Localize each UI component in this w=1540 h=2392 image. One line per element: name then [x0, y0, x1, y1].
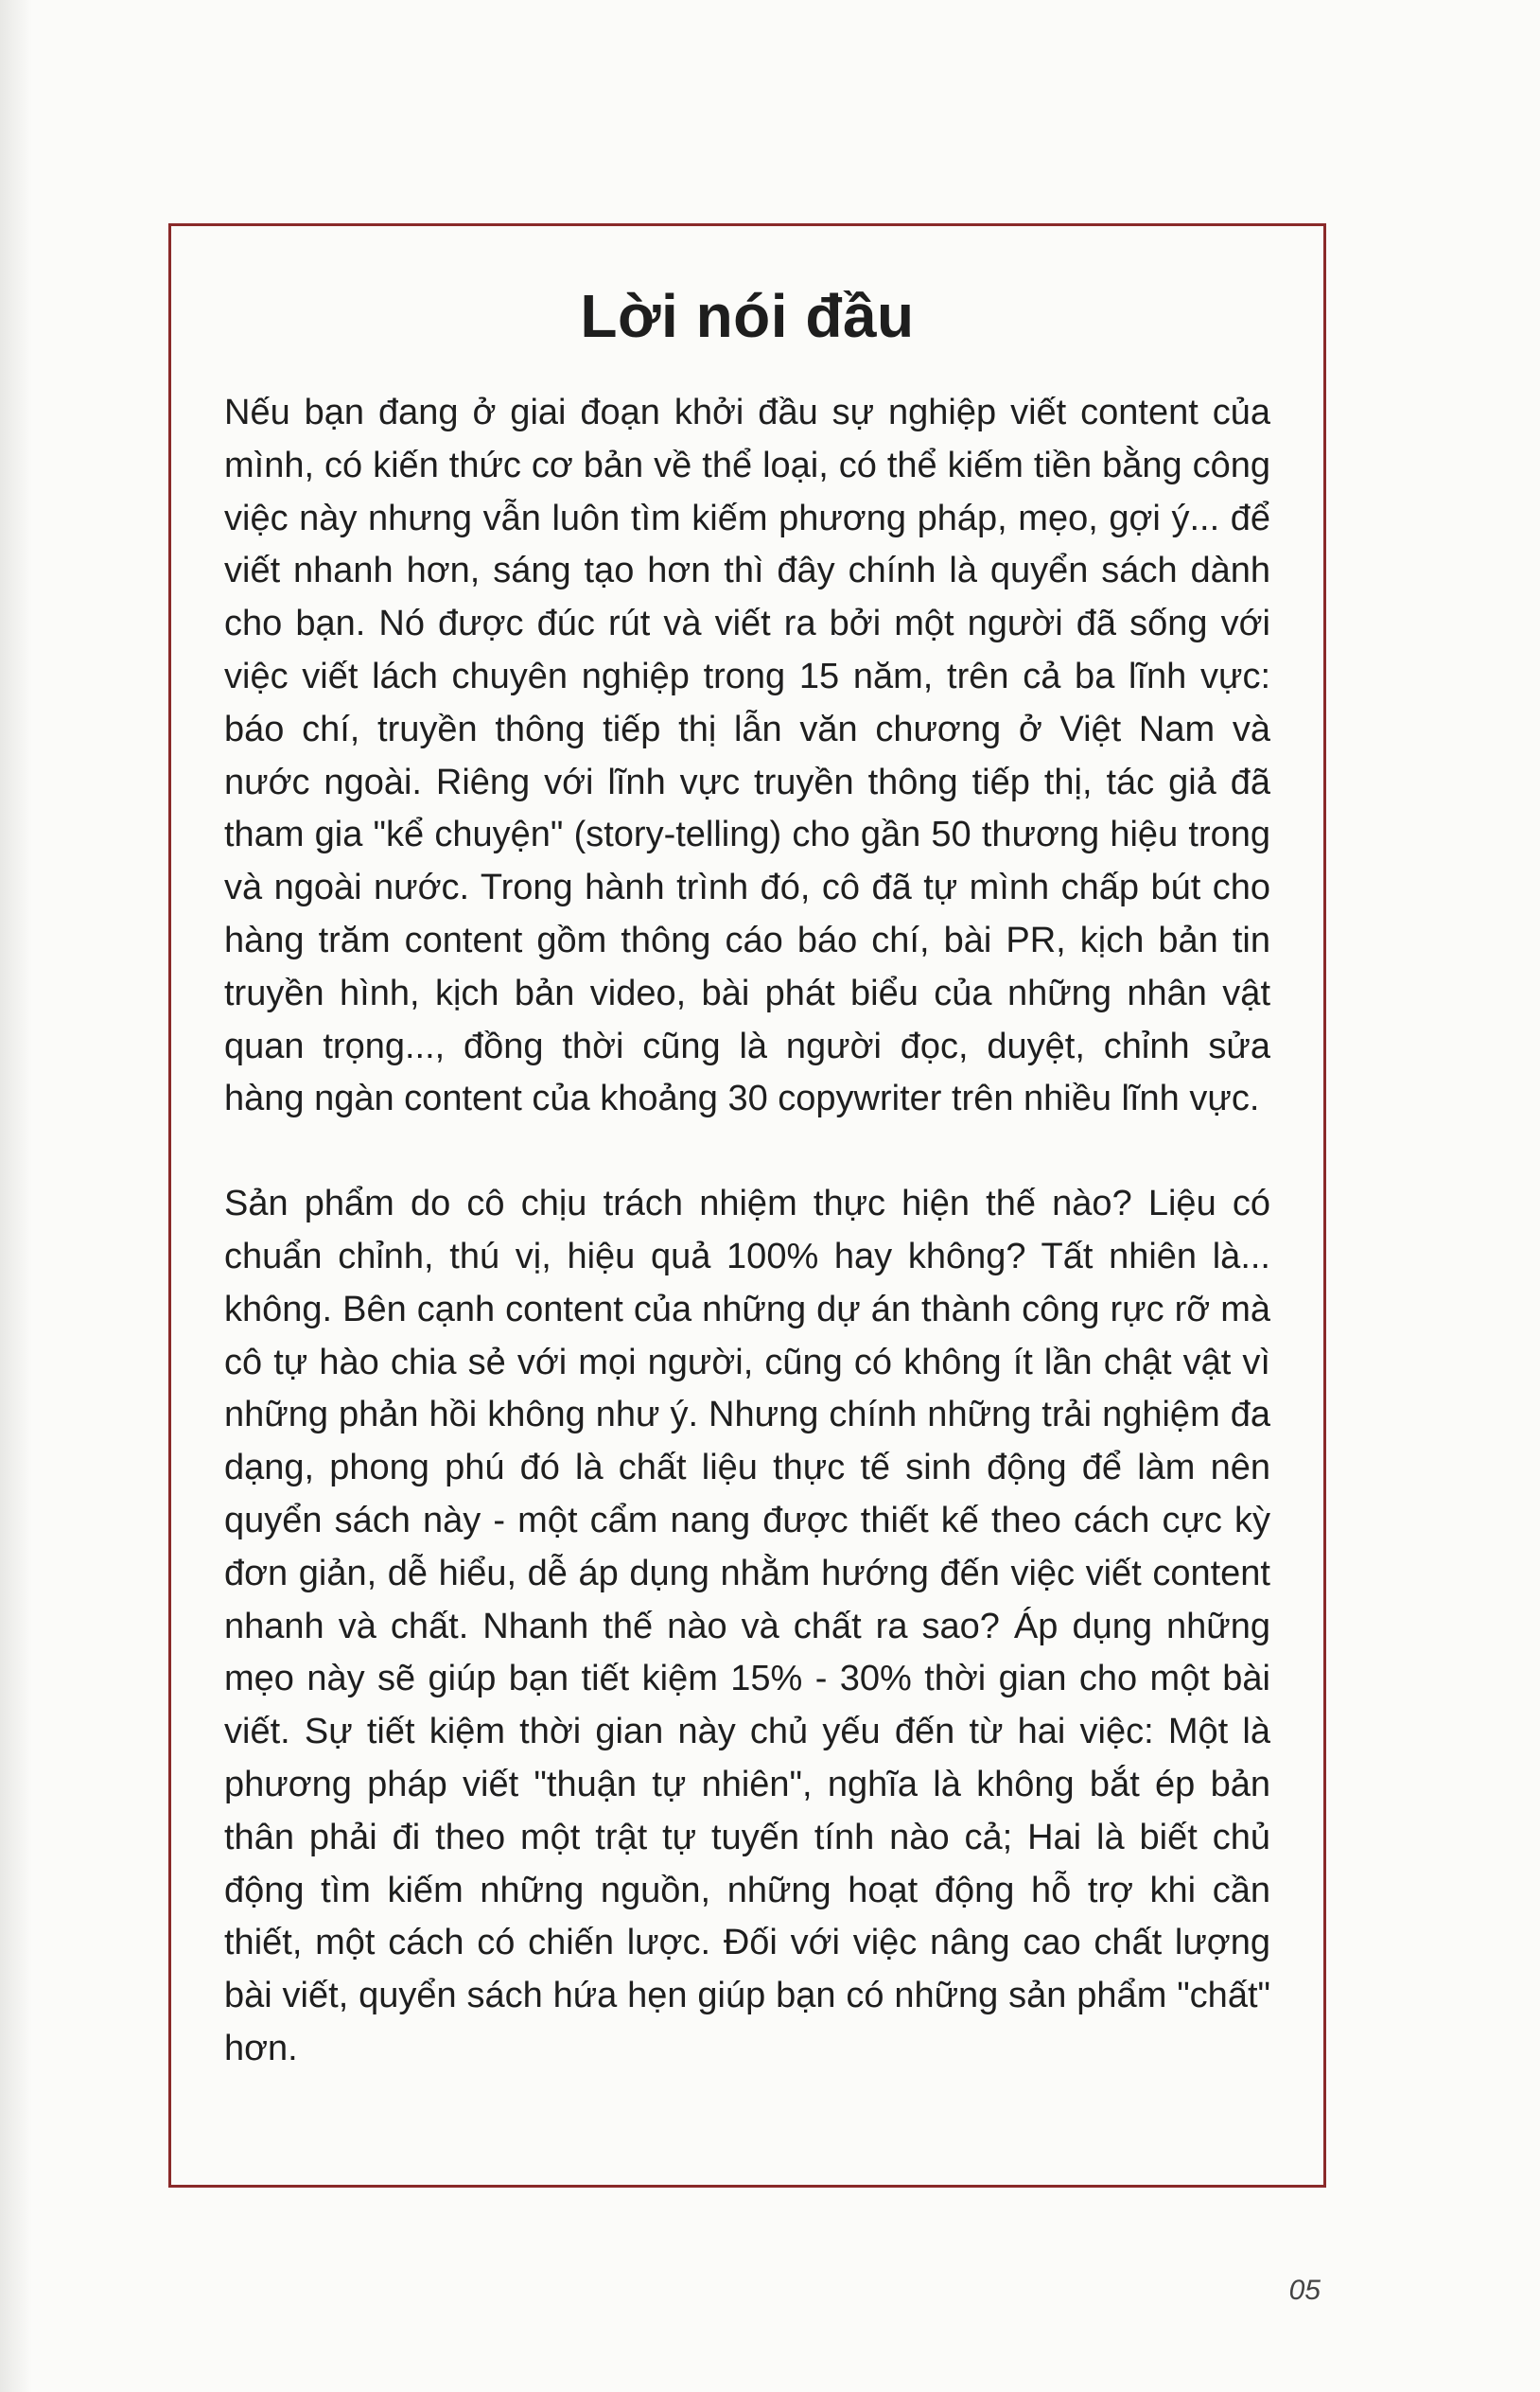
- preface-body: [224, 387, 1270, 2076]
- preface-paragraph-1: Nếu bạn đang ở giai đoạn khởi đầu sự nghiệp viết content của mình, có kiến thức cơ bản về thể loại, có thể kiếm tiền bằng công việc này nhưng vẫn luôn tìm kiếm phương pháp, mẹo, gợi ý... để viết nhanh hơn, sáng tạo hơn thì đây chính là quyển sách dành cho bạn. Nó được đúc rút và viết ra bởi một người đã sống với việc viết lách chuyên nghiệp trong 15 năm, trên cả ba lĩnh vực: báo chí, truyền thông tiếp thị lẫn văn chương ở Việt Nam và nước ngoài. Riêng với lĩnh vực truyền thông tiếp thị, tác giả đã tham gia "kể chuyện" (story-telling) cho gần 50 thương hiệu trong và ngoài nước. Trong hành trình đó, cô đã tự mình chấp bút cho hàng trăm content gồm thông cáo báo chí, bài PR, kịch bản tin truyền hình, kịch bản video, bài phát biểu của những nhân vật quan trọng..., đồng thời cũng là người đọc, duyệt, chỉnh sửa hàng ngàn content của khoảng 30 copywriter trên nhiều lĩnh vực.: [224, 393, 1270, 1119]
- page-gutter-shadow: [0, 0, 32, 2392]
- preface-frame: [168, 223, 1326, 2188]
- preface-paragraph-2: Sản phẩm do cô chịu trách nhiệm thực hiện thế nào? Liệu có chuẩn chỉnh, thú vị, hiệu quả 100% hay không? Tất nhiên là... không. Bên cạnh content của những dự án thành công rực rỡ mà cô tự hào chia sẻ với mọi người, cũng có không ít lần chật vật vì những phản hồi không như ý. Nhưng chính những trải nghiệm đa dạng, phong phú đó là chất liệu thực tế sinh động để làm nên quyển sách này - một cẩm nang được thiết kế theo cách cực kỳ đơn giản, dễ hiểu, dễ áp dụng nhằm hướng đến việc viết content nhanh và chất. Nhanh thế nào và chất ra sao? Áp dụng những mẹo này sẽ giúp bạn tiết kiệm 15% - 30% thời gian cho một bài viết. Sự tiết kiệm thời gian này chủ yếu đến từ hai việc: Một là phương pháp viết "thuận tự nhiên", nghĩa là không bắt ép bản thân phải đi theo một trật tự tuyến tính nào cả; Hai là biết chủ động tìm kiếm những nguồn, những hoạt động hỗ trợ khi cần thiết, một cách có chiến lược. Đối với việc nâng cao chất lượng bài viết, quyển sách hứa hẹn giúp bạn có những sản phẩm "chất" hơn.: [224, 1184, 1270, 2068]
- page-number: 05: [1288, 2275, 1321, 2306]
- page-title: Lời nói đầu: [580, 282, 915, 350]
